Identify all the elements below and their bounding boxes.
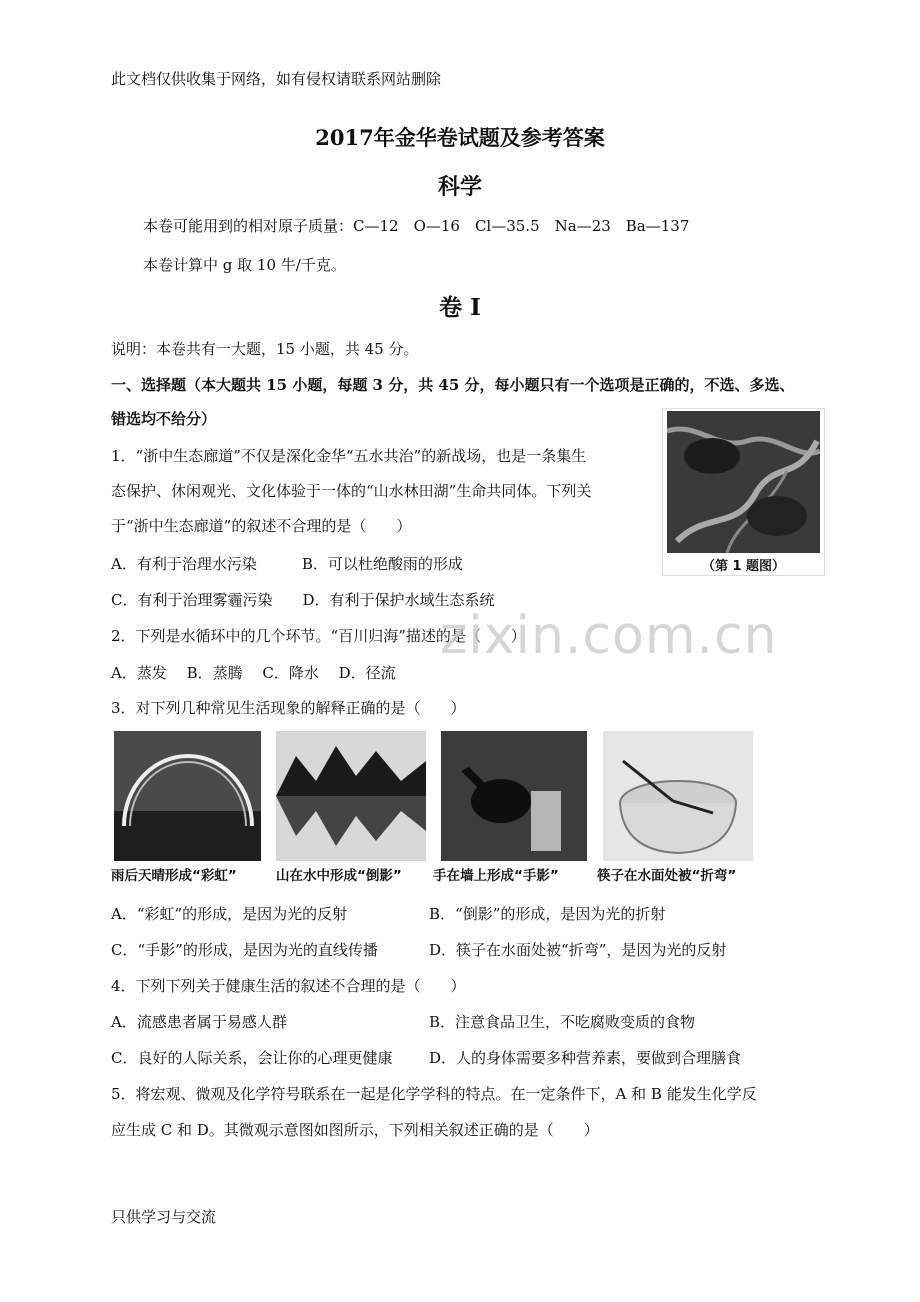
q1-options: C．有利于治理雾霾污染 D．有利于保护水域生态系统 bbox=[111, 591, 495, 609]
q1-figure-caption: （第 1 题图） bbox=[701, 559, 786, 574]
volume-description: 说明：本卷共有一大题，15 小题，共 45 分。 bbox=[111, 340, 419, 358]
intro-gravity: 本卷计算中 g 取 10 牛/千克。 bbox=[143, 256, 346, 274]
q2-options: A．蒸发 B．蒸腾 C．降水 D．径流 bbox=[111, 664, 396, 682]
q1-stem: 1．“浙中生态廊道”不仅是深化金华“五水共治”的新战场，也是一条集生 bbox=[111, 447, 587, 465]
reflection-photo bbox=[276, 731, 426, 861]
q1-stem: 态保护、休闲观光、文化体验于一体的“山水林田湖”生命共同体。下列关 bbox=[111, 482, 592, 500]
q3-option-b: B．“倒影”的形成，是因为光的折射 bbox=[429, 905, 666, 923]
q4-option-c: C．良好的人际关系，会让你的心理更健康 bbox=[111, 1049, 393, 1067]
document-title: 2017年金华卷试题及参考答案 bbox=[315, 125, 605, 150]
chopsticks-photo bbox=[603, 731, 753, 861]
q3-stem: 3．对下列几种常见生活现象的解释正确的是（ ） bbox=[111, 699, 466, 717]
header-note: 此文档仅供收集于网络，如有侵权请联系网站删除 bbox=[111, 70, 442, 88]
q3-photo-strip bbox=[111, 731, 777, 883]
q4-option-b: B．注意食品卫生，不吃腐败变质的食物 bbox=[429, 1013, 696, 1031]
hand-shadow-photo bbox=[441, 731, 587, 861]
volume-title: 卷 I bbox=[439, 294, 481, 321]
q1-figure bbox=[662, 408, 825, 576]
section-heading: 一、选择题（本大题共 15 小题，每题 3 分，共 45 分，每小题只有一个选项是正确的，不选、多选、 bbox=[111, 376, 795, 394]
subject-title: 科学 bbox=[437, 174, 482, 200]
intro-atomic-masses: 本卷可能用到的相对原子质量：C—12 O—16 Cl—35.5 Na—23 Ba—137 bbox=[143, 217, 690, 235]
photo-caption: 山在水中形成“倒影” bbox=[276, 868, 402, 884]
photo-caption: 雨后天晴形成“彩虹” bbox=[111, 868, 237, 884]
q3-option-d: D．筷子在水面处被“折弯”，是因为光的反射 bbox=[429, 941, 727, 959]
q1-stem: 于“浙中生态廊道”的叙述不合理的是（ ） bbox=[111, 517, 412, 535]
q4-stem: 4．下列下列关于健康生活的叙述不合理的是（ ） bbox=[111, 977, 466, 995]
footer-note: 只供学习与交流 bbox=[111, 1208, 217, 1226]
q3-option-c: C．“手影”的形成，是因为光的直线传播 bbox=[111, 941, 378, 959]
rainbow-photo bbox=[114, 731, 261, 861]
eco-corridor-photo bbox=[667, 411, 820, 553]
q4-option-d: D．人的身体需要多种营养素，要做到合理膳食 bbox=[429, 1049, 742, 1067]
q3-option-a: A．“彩虹”的形成，是因为光的反射 bbox=[111, 905, 348, 923]
watermark: zixin.com.cn bbox=[440, 606, 778, 666]
q4-option-a: A．流感患者属于易感人群 bbox=[111, 1013, 287, 1031]
section-heading-cont: 错选均不给分） bbox=[111, 410, 217, 428]
photo-caption: 手在墙上形成“手影” bbox=[433, 868, 559, 884]
q2-stem: 2．下列是水循环中的几个环节。“百川归海”描述的是（ ） bbox=[111, 627, 526, 645]
q5-stem: 5．将宏观、微观及化学符号联系在一起是化学学科的特点。在一定条件下，A 和 B 能发生化学反 bbox=[111, 1085, 757, 1103]
photo-caption: 筷子在水面处被“折弯” bbox=[597, 868, 737, 884]
q5-stem: 应生成 C 和 D。其微观示意图如图所示，下列相关叙述正确的是（ ） bbox=[111, 1121, 599, 1139]
q1-options: A．有利于治理水污染 B．可以杜绝酸雨的形成 bbox=[111, 555, 463, 573]
